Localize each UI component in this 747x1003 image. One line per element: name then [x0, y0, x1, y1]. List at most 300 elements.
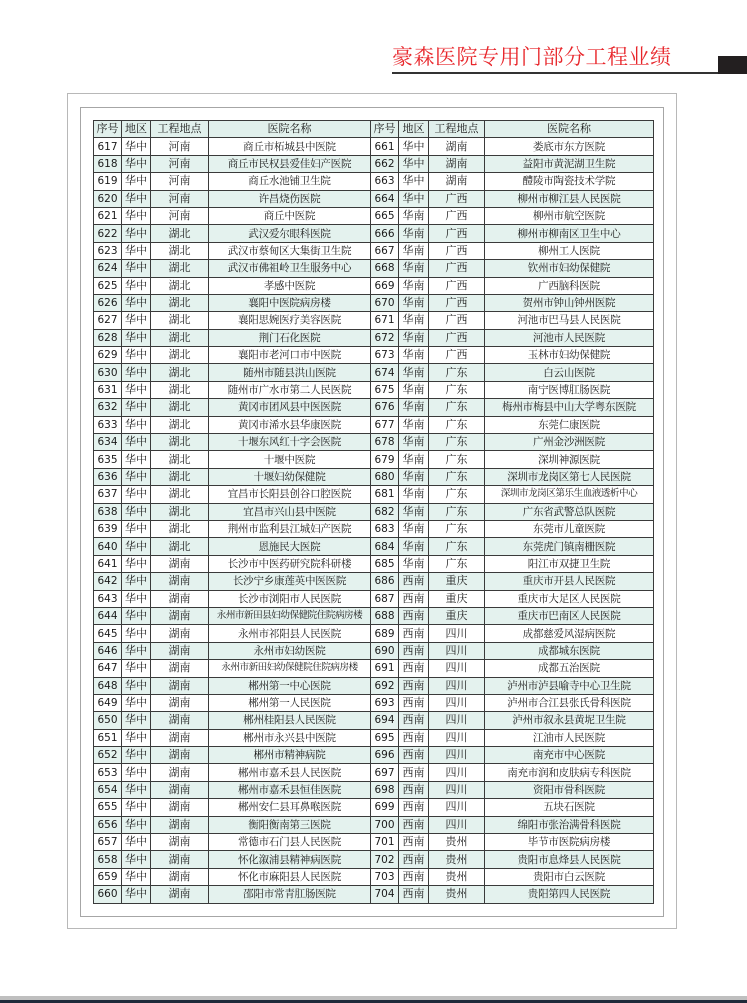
record-hospital-name: 郴州第一人民医院	[209, 694, 371, 711]
record-number: 659	[94, 868, 122, 885]
record-number: 644	[94, 607, 122, 624]
record-number: 635	[94, 451, 122, 468]
record-region: 华南	[399, 207, 429, 224]
record-region: 华中	[122, 277, 151, 294]
table-row	[94, 555, 654, 572]
record-region: 华中	[122, 225, 151, 242]
record-region: 华中	[122, 799, 151, 816]
record-hospital-name: 荆州市监利县江城妇产医院	[209, 520, 371, 537]
record-location: 四川	[429, 816, 485, 833]
record-number: 619	[94, 173, 122, 190]
record-location: 广西	[429, 277, 485, 294]
record-number: 634	[94, 434, 122, 451]
record-region: 西南	[399, 642, 429, 659]
record-region: 华中	[122, 155, 151, 172]
table-row	[94, 834, 654, 851]
record-hospital-name: 邵阳市常青肛肠医院	[209, 886, 371, 903]
record-hospital-name: 毕节市医院病房楼	[485, 834, 654, 851]
col-header-no: 序号	[371, 121, 399, 138]
record-region: 华南	[399, 364, 429, 381]
record-region: 华中	[122, 381, 151, 398]
record-location: 四川	[429, 660, 485, 677]
record-region: 西南	[399, 834, 429, 851]
record-hospital-name: 东莞市儿童医院	[485, 520, 654, 537]
record-location: 湖南	[429, 138, 485, 155]
record-region: 西南	[399, 660, 429, 677]
record-location: 广西	[429, 312, 485, 329]
record-number: 657	[94, 834, 122, 851]
table-row	[94, 451, 654, 468]
record-hospital-name: 河池市人民医院	[485, 329, 654, 346]
record-location: 湖北	[151, 399, 209, 416]
record-hospital-name: 玉林市妇幼保健院	[485, 347, 654, 364]
record-number: 648	[94, 677, 122, 694]
table-row	[94, 729, 654, 746]
record-region: 西南	[399, 886, 429, 903]
record-number: 637	[94, 486, 122, 503]
record-number: 630	[94, 364, 122, 381]
record-hospital-name: 十堰妇幼保健院	[209, 468, 371, 485]
record-region: 华中	[122, 764, 151, 781]
record-hospital-name: 怀化溆浦县精神病医院	[209, 851, 371, 868]
record-number: 626	[94, 294, 122, 311]
col-header-hospital: 医院名称	[485, 121, 654, 138]
record-number: 640	[94, 538, 122, 555]
record-region: 华中	[122, 503, 151, 520]
record-number: 624	[94, 260, 122, 277]
record-location: 贵州	[429, 851, 485, 868]
record-hospital-name: 钦州市妇幼保健院	[485, 260, 654, 277]
record-hospital-name: 宜昌市兴山县中医院	[209, 503, 371, 520]
col-header-location: 工程地点	[151, 121, 209, 138]
record-location: 湖北	[151, 347, 209, 364]
record-location: 四川	[429, 764, 485, 781]
record-location: 广东	[429, 451, 485, 468]
record-location: 广西	[429, 207, 485, 224]
record-region: 西南	[399, 625, 429, 642]
record-hospital-name: 广西脑科医院	[485, 277, 654, 294]
record-region: 华南	[399, 260, 429, 277]
record-region: 华中	[122, 555, 151, 572]
record-hospital-name: 永州市新田妇幼保健院住院病房楼	[209, 660, 371, 677]
record-number: 701	[371, 834, 399, 851]
table-row	[94, 625, 654, 642]
table-row	[94, 660, 654, 677]
record-region: 华中	[122, 729, 151, 746]
record-region: 华中	[122, 660, 151, 677]
record-location: 湖南	[151, 590, 209, 607]
record-hospital-name: 长沙市浏阳市人民医院	[209, 590, 371, 607]
record-location: 湖南	[151, 816, 209, 833]
title-accent-block	[718, 56, 747, 74]
table-row	[94, 312, 654, 329]
record-number: 686	[371, 573, 399, 590]
col-header-location: 工程地点	[429, 121, 485, 138]
record-location: 河南	[151, 138, 209, 155]
record-number: 629	[94, 347, 122, 364]
table-row	[94, 503, 654, 520]
record-number: 639	[94, 520, 122, 537]
record-location: 广西	[429, 190, 485, 207]
record-region: 华南	[399, 347, 429, 364]
record-region: 华中	[122, 677, 151, 694]
record-number: 693	[371, 694, 399, 711]
record-location: 广西	[429, 294, 485, 311]
record-number: 658	[94, 851, 122, 868]
record-hospital-name: 郴州市永兴县中医院	[209, 729, 371, 746]
record-location: 广东	[429, 486, 485, 503]
record-region: 西南	[399, 816, 429, 833]
record-location: 湖南	[429, 155, 485, 172]
record-number: 641	[94, 555, 122, 572]
record-hospital-name: 广东省武警总队医院	[485, 503, 654, 520]
record-location: 湖南	[151, 642, 209, 659]
record-location: 四川	[429, 677, 485, 694]
record-region: 华中	[122, 747, 151, 764]
record-location: 湖南	[151, 677, 209, 694]
table-header-row	[94, 121, 654, 138]
record-location: 湖北	[151, 277, 209, 294]
record-hospital-name: 泸州市合江县张氏骨科医院	[485, 694, 654, 711]
record-hospital-name: 深圳市龙岗区第七人民医院	[485, 468, 654, 485]
record-number: 617	[94, 138, 122, 155]
record-region: 华南	[399, 416, 429, 433]
record-hospital-name: 贵阳第四人民医院	[485, 886, 654, 903]
record-hospital-name: 南宁医博肛肠医院	[485, 381, 654, 398]
record-region: 西南	[399, 799, 429, 816]
table-row	[94, 364, 654, 381]
record-number: 689	[371, 625, 399, 642]
table-row	[94, 607, 654, 624]
record-region: 西南	[399, 764, 429, 781]
record-number: 627	[94, 312, 122, 329]
record-hospital-name: 成都城东医院	[485, 642, 654, 659]
record-hospital-name: 随州市广水市第二人民医院	[209, 381, 371, 398]
record-location: 湖南	[151, 573, 209, 590]
record-number: 664	[371, 190, 399, 207]
record-region: 华中	[122, 347, 151, 364]
record-location: 重庆	[429, 590, 485, 607]
table-row	[94, 329, 654, 346]
record-hospital-name: 孝感中医院	[209, 277, 371, 294]
record-region: 华中	[122, 712, 151, 729]
record-region: 华中	[122, 607, 151, 624]
record-hospital-name: 永州市妇幼医院	[209, 642, 371, 659]
record-number: 661	[371, 138, 399, 155]
record-number: 631	[94, 381, 122, 398]
record-hospital-name: 襄阳思婉医疗美容医院	[209, 312, 371, 329]
record-location: 湖北	[151, 468, 209, 485]
record-location: 广东	[429, 364, 485, 381]
record-hospital-name: 黄冈市浠水县华康医院	[209, 416, 371, 433]
record-location: 湖南	[151, 781, 209, 798]
record-number: 673	[371, 347, 399, 364]
record-region: 华中	[122, 781, 151, 798]
record-location: 湖北	[151, 364, 209, 381]
record-location: 贵州	[429, 868, 485, 885]
record-number: 688	[371, 607, 399, 624]
record-region: 西南	[399, 607, 429, 624]
record-location: 湖南	[151, 694, 209, 711]
record-location: 湖南	[151, 712, 209, 729]
record-number: 687	[371, 590, 399, 607]
table-row	[94, 573, 654, 590]
record-region: 西南	[399, 781, 429, 798]
record-region: 华南	[399, 312, 429, 329]
record-number: 628	[94, 329, 122, 346]
record-region: 华中	[122, 294, 151, 311]
record-hospital-name: 成都慈爱风湿病医院	[485, 625, 654, 642]
table-row	[94, 260, 654, 277]
record-hospital-name: 泸州市叙永县黄坭卫生院	[485, 712, 654, 729]
record-hospital-name: 怀化市麻阳县人民医院	[209, 868, 371, 885]
record-hospital-name: 郴州市嘉禾县人民医院	[209, 764, 371, 781]
table-row	[94, 712, 654, 729]
record-hospital-name: 十堰东风红十字会医院	[209, 434, 371, 451]
record-location: 广东	[429, 503, 485, 520]
record-location: 湖北	[151, 312, 209, 329]
record-number: 653	[94, 764, 122, 781]
record-location: 湖北	[151, 503, 209, 520]
table-row	[94, 694, 654, 711]
record-hospital-name: 河池市巴马县人民医院	[485, 312, 654, 329]
record-location: 湖北	[151, 294, 209, 311]
record-number: 683	[371, 520, 399, 537]
record-location: 广东	[429, 555, 485, 572]
record-hospital-name: 南充市中心医院	[485, 747, 654, 764]
table-row	[94, 434, 654, 451]
record-hospital-name: 成都五治医院	[485, 660, 654, 677]
record-region: 西南	[399, 712, 429, 729]
record-location: 广东	[429, 468, 485, 485]
record-number: 677	[371, 416, 399, 433]
record-region: 华中	[122, 434, 151, 451]
record-hospital-name: 长沙市中医药研究院科研楼	[209, 555, 371, 572]
record-region: 华中	[122, 590, 151, 607]
record-number: 681	[371, 486, 399, 503]
record-number: 633	[94, 416, 122, 433]
record-hospital-name: 武汉市蔡甸区大集街卫生院	[209, 242, 371, 259]
record-hospital-name: 永州市新田县妇幼保健院住院病房楼	[209, 607, 371, 624]
table-row	[94, 242, 654, 259]
col-header-hospital: 医院名称	[209, 121, 371, 138]
record-region: 华南	[399, 381, 429, 398]
record-location: 四川	[429, 799, 485, 816]
record-hospital-name: 阳江市双捷卫生院	[485, 555, 654, 572]
record-number: 700	[371, 816, 399, 833]
record-number: 692	[371, 677, 399, 694]
record-location: 湖南	[151, 886, 209, 903]
record-number: 691	[371, 660, 399, 677]
record-number: 652	[94, 747, 122, 764]
record-region: 西南	[399, 590, 429, 607]
record-hospital-name: 长沙宁乡康莲英中医医院	[209, 573, 371, 590]
table-row	[94, 764, 654, 781]
title-underline	[392, 72, 718, 74]
record-region: 华南	[399, 555, 429, 572]
record-location: 四川	[429, 694, 485, 711]
record-location: 河南	[151, 190, 209, 207]
record-number: 668	[371, 260, 399, 277]
record-hospital-name: 宜昌市长阳县创谷口腔医院	[209, 486, 371, 503]
record-hospital-name: 绵阳市张治满骨科医院	[485, 816, 654, 833]
record-number: 695	[371, 729, 399, 746]
record-number: 698	[371, 781, 399, 798]
record-hospital-name: 广州金沙洲医院	[485, 434, 654, 451]
table-row	[94, 642, 654, 659]
record-number: 646	[94, 642, 122, 659]
record-number: 643	[94, 590, 122, 607]
record-region: 华中	[122, 694, 151, 711]
record-hospital-name: 江油市人民医院	[485, 729, 654, 746]
record-hospital-name: 恩施民大医院	[209, 538, 371, 555]
table-row	[94, 468, 654, 485]
record-hospital-name: 郴州市精神病院	[209, 747, 371, 764]
record-hospital-name: 重庆市开县人民医院	[485, 573, 654, 590]
record-hospital-name: 永州市祁阳县人民医院	[209, 625, 371, 642]
record-location: 湖南	[151, 764, 209, 781]
record-hospital-name: 郴州安仁县耳鼻喉医院	[209, 799, 371, 816]
record-region: 华中	[399, 155, 429, 172]
record-location: 湖北	[151, 225, 209, 242]
table-row	[94, 520, 654, 537]
record-number: 674	[371, 364, 399, 381]
record-hospital-name: 随州市随县洪山医院	[209, 364, 371, 381]
record-location: 广西	[429, 225, 485, 242]
record-region: 西南	[399, 677, 429, 694]
record-location: 湖南	[151, 834, 209, 851]
record-number: 685	[371, 555, 399, 572]
record-hospital-name: 梅州市梅县中山大学粤东医院	[485, 399, 654, 416]
record-number: 620	[94, 190, 122, 207]
record-location: 四川	[429, 625, 485, 642]
record-number: 696	[371, 747, 399, 764]
record-location: 湖南	[151, 729, 209, 746]
record-hospital-name: 武汉爱尔眼科医院	[209, 225, 371, 242]
record-number: 665	[371, 207, 399, 224]
record-number: 642	[94, 573, 122, 590]
record-number: 678	[371, 434, 399, 451]
record-location: 湖南	[151, 851, 209, 868]
record-region: 华中	[122, 329, 151, 346]
record-number: 662	[371, 155, 399, 172]
record-number: 680	[371, 468, 399, 485]
record-number: 676	[371, 399, 399, 416]
record-number: 622	[94, 225, 122, 242]
record-location: 四川	[429, 712, 485, 729]
record-hospital-name: 商丘中医院	[209, 207, 371, 224]
record-location: 湖北	[151, 520, 209, 537]
record-number: 690	[371, 642, 399, 659]
record-number: 694	[371, 712, 399, 729]
record-location: 四川	[429, 747, 485, 764]
record-region: 华中	[399, 138, 429, 155]
record-region: 华中	[122, 399, 151, 416]
record-region: 华中	[122, 486, 151, 503]
record-hospital-name: 醴陵市陶瓷技术学院	[485, 173, 654, 190]
record-location: 重庆	[429, 573, 485, 590]
record-hospital-name: 泸州市泸县喻寺中心卫生院	[485, 677, 654, 694]
record-region: 华中	[399, 190, 429, 207]
record-number: 660	[94, 886, 122, 903]
record-hospital-name: 商丘市柘城县中医院	[209, 138, 371, 155]
record-region: 华南	[399, 538, 429, 555]
record-region: 华中	[122, 851, 151, 868]
record-number: 672	[371, 329, 399, 346]
table-row	[94, 590, 654, 607]
record-region: 华南	[399, 399, 429, 416]
record-region: 西南	[399, 573, 429, 590]
col-header-region: 地区	[399, 121, 429, 138]
record-number: 702	[371, 851, 399, 868]
record-hospital-name: 商丘市民权县爱佳妇产医院	[209, 155, 371, 172]
record-location: 湖南	[429, 173, 485, 190]
record-region: 华南	[399, 503, 429, 520]
table-row	[94, 851, 654, 868]
record-region: 华中	[122, 816, 151, 833]
record-hospital-name: 贵阳市白云医院	[485, 868, 654, 885]
record-number: 647	[94, 660, 122, 677]
record-hospital-name: 南充市润和皮肤病专科医院	[485, 764, 654, 781]
record-region: 华中	[122, 138, 151, 155]
record-hospital-name: 柳州市柳江县人民医院	[485, 190, 654, 207]
record-hospital-name: 东莞仁康医院	[485, 416, 654, 433]
record-region: 华中	[122, 364, 151, 381]
record-number: 704	[371, 886, 399, 903]
record-hospital-name: 深圳市龙岗区第乐生血液透析中心	[485, 486, 654, 503]
record-hospital-name: 黄冈市团风县中医医院	[209, 399, 371, 416]
record-number: 654	[94, 781, 122, 798]
record-number: 682	[371, 503, 399, 520]
record-region: 华南	[399, 329, 429, 346]
record-region: 西南	[399, 851, 429, 868]
record-location: 湖南	[151, 607, 209, 624]
record-number: 675	[371, 381, 399, 398]
record-number: 655	[94, 799, 122, 816]
record-number: 699	[371, 799, 399, 816]
record-region: 华中	[122, 190, 151, 207]
record-location: 广东	[429, 416, 485, 433]
record-region: 华南	[399, 468, 429, 485]
record-hospital-name: 商丘水池铺卫生院	[209, 173, 371, 190]
record-location: 湖南	[151, 660, 209, 677]
table-row	[94, 677, 654, 694]
record-region: 西南	[399, 694, 429, 711]
record-region: 华中	[122, 260, 151, 277]
record-location: 广东	[429, 538, 485, 555]
table-body	[94, 138, 654, 903]
record-location: 湖北	[151, 416, 209, 433]
record-location: 广东	[429, 434, 485, 451]
record-number: 621	[94, 207, 122, 224]
record-hospital-name: 荆门石化医院	[209, 329, 371, 346]
record-region: 华南	[399, 451, 429, 468]
table-row	[94, 781, 654, 798]
record-location: 贵州	[429, 834, 485, 851]
table-row	[94, 886, 654, 903]
record-hospital-name: 十堰中医院	[209, 451, 371, 468]
record-location: 贵州	[429, 886, 485, 903]
record-location: 湖南	[151, 555, 209, 572]
record-location: 广东	[429, 381, 485, 398]
record-location: 湖北	[151, 538, 209, 555]
record-hospital-name: 郴州市嘉禾县恒佳医院	[209, 781, 371, 798]
record-number: 670	[371, 294, 399, 311]
record-hospital-name: 重庆市巴南区人民医院	[485, 607, 654, 624]
record-region: 华中	[122, 886, 151, 903]
record-number: 684	[371, 538, 399, 555]
record-location: 湖南	[151, 799, 209, 816]
